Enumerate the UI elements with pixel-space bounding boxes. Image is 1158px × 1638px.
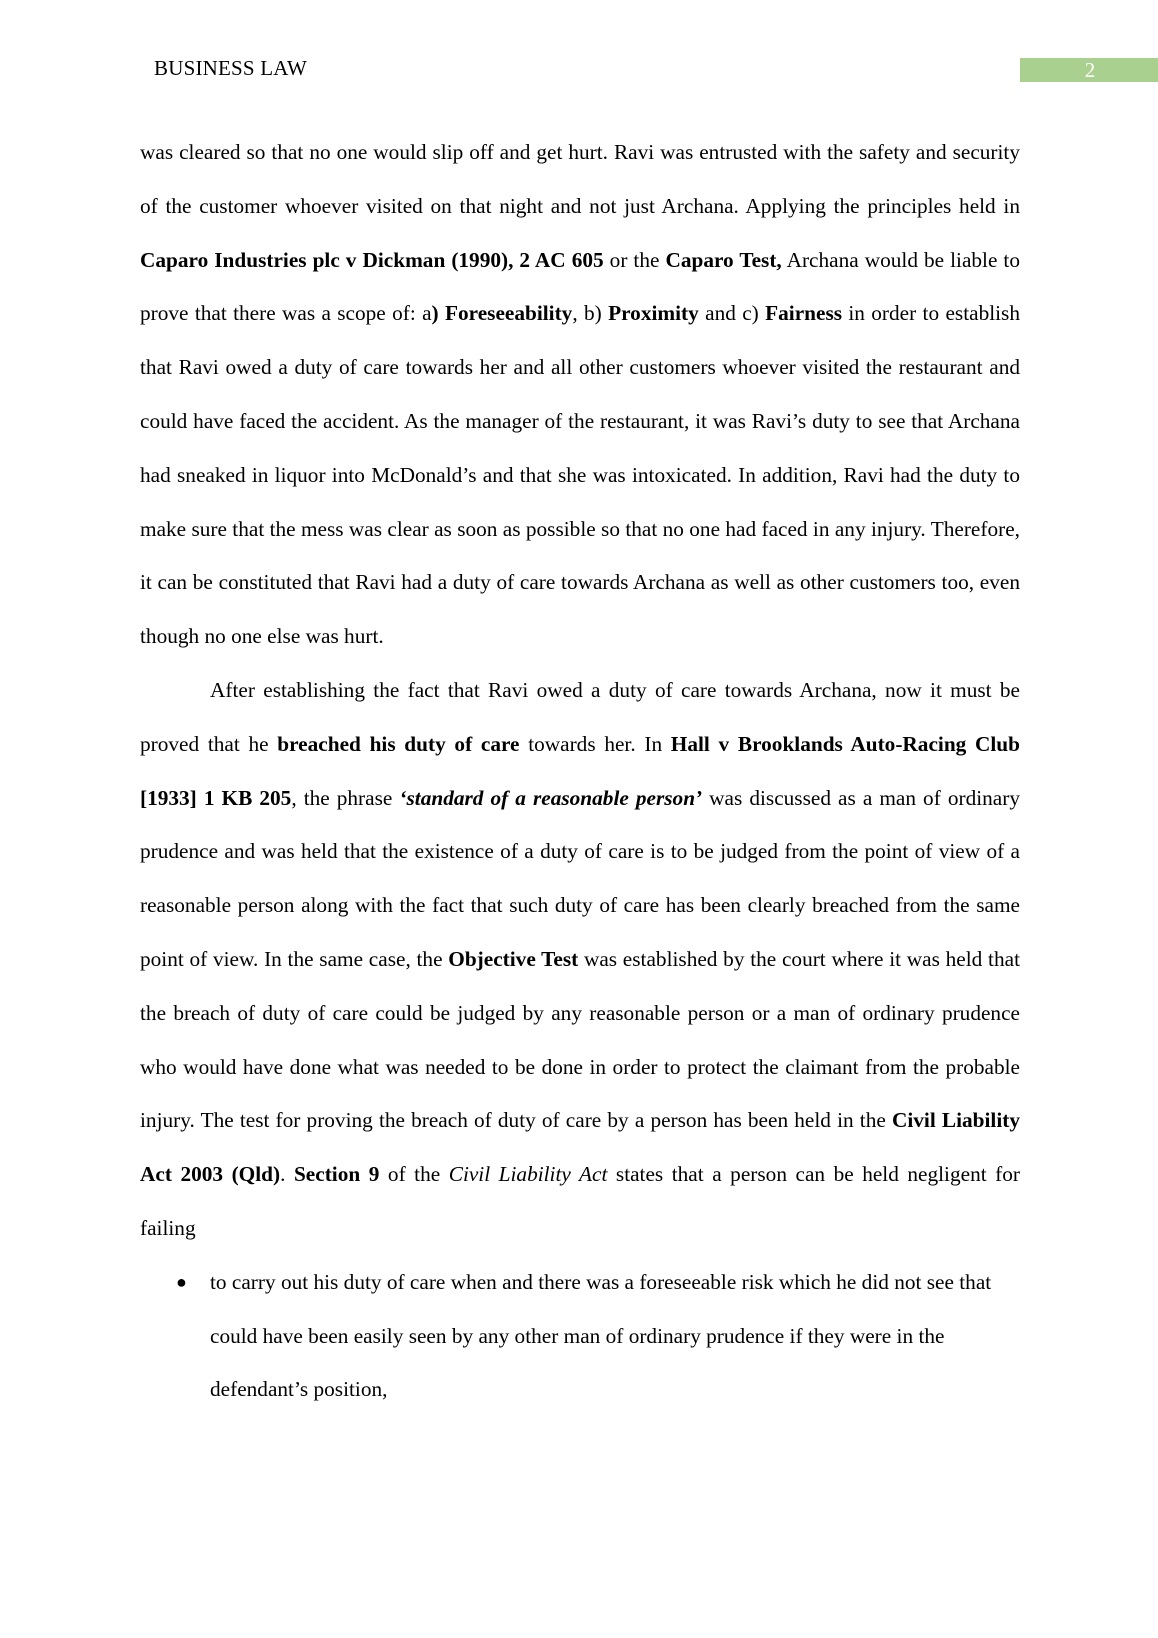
- fairness-term: Fairness: [765, 301, 843, 326]
- text-run: states that a person can be held negligent for failing: [140, 1162, 1020, 1240]
- document-body: [140, 126, 1020, 1417]
- bullet-icon: ●: [176, 1271, 187, 1292]
- section-9-term: Section 9: [293, 1162, 380, 1187]
- objective-test-term: Objective Test: [448, 946, 579, 971]
- list-item: [140, 1256, 1020, 1417]
- text-run: After establishing the fact that Ravi owed a duty of care towards Archana, now it must be proved that he: [140, 677, 1020, 756]
- text-run: or the: [603, 247, 666, 272]
- bullet-list: [140, 1256, 1020, 1417]
- breach-term: breached his duty of care: [277, 731, 520, 756]
- text-run: .: [280, 1162, 294, 1187]
- text-run: Archana would be liable to prove that there was a scope of: a: [140, 247, 1020, 326]
- text-run: , b): [572, 301, 609, 326]
- page-number-badge: 2: [1020, 58, 1158, 82]
- text-run: in order to establish that Ravi owed a duty of care towards her and all other customers whoever visited the restaurant and could have faced the accident. As the manager of the restaurant, it was Ravi’s duty to see that Archana had sneaked in liquor into McDonald’s and that she was intoxicated. In addition, Ravi had the duty to make sure that the mess was clear as soon as possible so that no one had faced in any injury. Therefore, it can be constituted that Ravi had a duty of care towards Archana as well as other customers too, even though no one else was hurt.: [140, 301, 1020, 649]
- text-run: , the phrase: [291, 785, 400, 810]
- civil-liability-act-citation: Civil Liability Act 2003 (Qld): [140, 1108, 1021, 1187]
- bullet-text: to carry out his duty of care when and there was a foreseeable risk which he did not see that could have been easily seen by any other man of ordinary prudence if they were in the defendant’s position,: [210, 1269, 992, 1402]
- foreseeability-term: ) Foreseeability: [431, 301, 573, 326]
- text-run: of the: [379, 1162, 449, 1187]
- case-citation-hall: Hall v Brooklands Auto-Racing Club [1933] 1 KB 205: [140, 731, 1020, 810]
- text-run: was discussed as a man of ordinary prudence and was held that the existence of a duty of care is to be judged from the point of view of a reasonable person along with the fact that such duty of care has been clearly breached from the same point of view. In the same case, the: [140, 785, 1020, 971]
- text-run: was established by the court where it was held that the breach of duty of care could be judged by any reasonable person or a man of ordinary prudence who would have done what was needed to be done in order to protect the claimant from the probable injury. The test for proving the breach of duty of care by a person has been held in the: [140, 946, 1020, 1133]
- proximity-term: Proximity: [608, 301, 699, 326]
- paragraph-duty-of-care: [140, 126, 1020, 664]
- paragraph-breach: [140, 664, 1020, 1256]
- running-header-title: BUSINESS LAW: [154, 56, 307, 80]
- civil-liability-act-italic: Civil Liability Act: [448, 1162, 608, 1187]
- text-run: and c): [698, 301, 766, 326]
- caparo-test-term: Caparo Test,: [665, 247, 782, 272]
- text-run: was cleared so that no one would slip off and get hurt. Ravi was entrusted with the safety and security of the customer whoever visited on that night and not just Archana. Applying the principles held in: [140, 140, 1020, 218]
- text-run: towards her. In: [519, 731, 671, 756]
- case-citation-caparo: Caparo Industries plc v Dickman (1990), 2 AC 605: [140, 247, 604, 272]
- reasonable-person-phrase: ‘standard of a reasonable person’: [399, 785, 703, 810]
